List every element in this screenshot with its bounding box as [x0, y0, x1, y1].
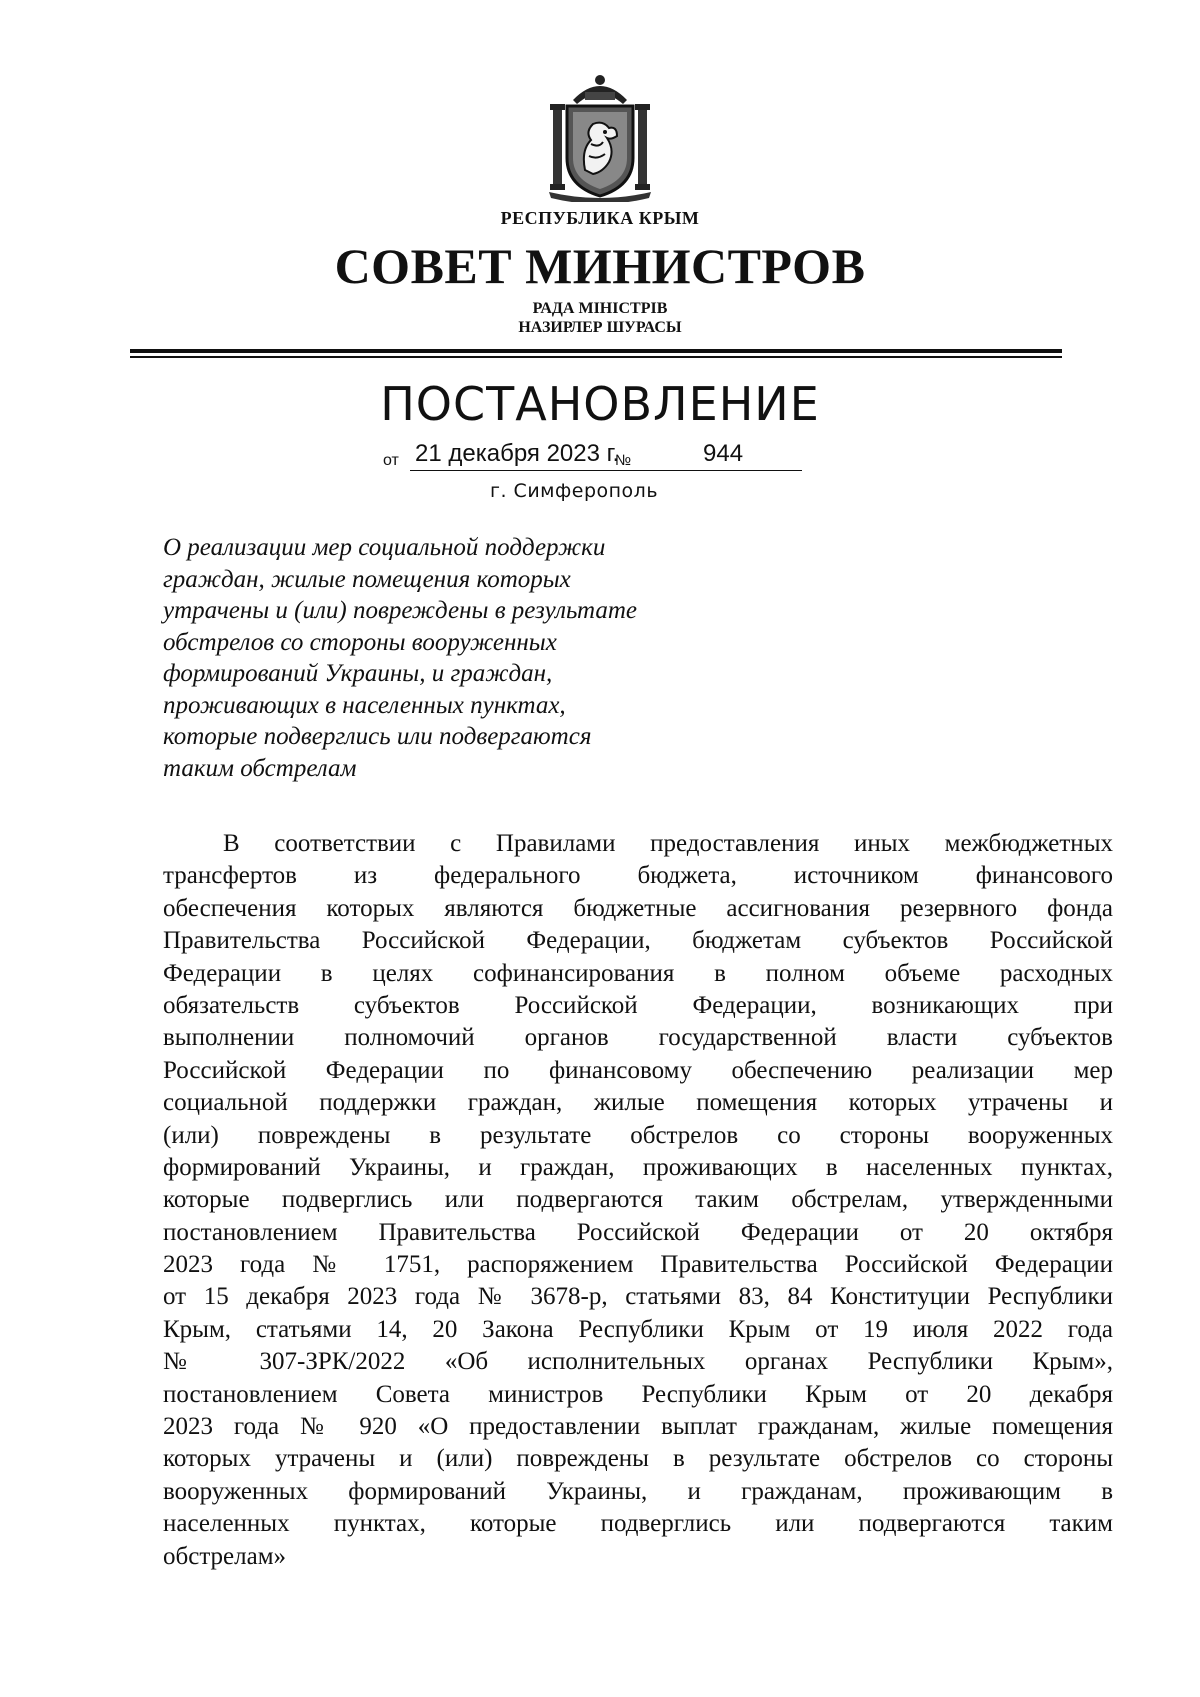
subject-line: О реализации мер социальной поддержки — [163, 534, 606, 561]
subject-line: утрачены и (или) повреждены в результате — [163, 597, 638, 624]
subject-line: проживающих в населенных пунктах, — [163, 691, 566, 719]
body-line: постановлением Совета министров Республики Крым от 20 декабря — [163, 1380, 1113, 1408]
decree-date-number-line — [383, 440, 803, 474]
body-line: обязательств субъектов Российской Федерации, возникающих при — [163, 991, 1113, 1019]
body-line: 2023 года № 920 «О предоставлении выплат гражданам, жилые помещения — [163, 1413, 1113, 1441]
body-line: которые подверглись или подвергаются таким обстрелам, утвержденными — [163, 1186, 1113, 1214]
subject-line: обстрелов со стороны вооруженных — [163, 628, 557, 656]
body-line: 2023 года № 1751, распоряжением Правительства Российской Федерации — [163, 1251, 1113, 1279]
subject-line: таким обстрелам — [163, 754, 357, 782]
body-line: (или) повреждены в результате обстрелов со стороны вооруженных — [163, 1121, 1113, 1149]
body-line: трансфертов из федерального бюджета, источником финансового — [163, 862, 1113, 890]
subject-line: граждан, жилые помещения которых — [163, 565, 571, 593]
header-divider-thin — [130, 356, 1062, 358]
body-line: Российской Федерации по финансовому обеспечению реализации мер — [163, 1056, 1113, 1084]
document-type-title: ПОСТАНОВЛЕНИЕ — [380, 377, 820, 431]
council-name: СОВЕТ МИНИСТРОВ — [334, 238, 866, 294]
body-line: населенных пунктах, которые подверглись или подвергаются таким — [163, 1510, 1113, 1538]
body-line: вооруженных формирований Украины, и гражданам, проживающим в — [163, 1477, 1113, 1505]
body-line: обстрелам» — [163, 1542, 287, 1570]
body-line: постановлением Правительства Российской Федерации от 20 октября — [163, 1218, 1113, 1246]
body-line: обеспечения которых являются бюджетные ассигнования резервного фонда — [163, 894, 1113, 922]
council-name-crimean-tatar: НАЗИРЛЕР ШУРАСЫ — [518, 319, 682, 336]
body-line: Правительства Российской Федерации, бюджетам субъектов Российской — [163, 927, 1113, 955]
council-name-ukrainian: РАДА МІНІСТРІВ — [532, 300, 668, 317]
decree-date: 21 декабря 2023 г. — [415, 440, 620, 467]
body-line: социальной поддержки граждан, жилые помещения которых утрачены и — [163, 1089, 1113, 1117]
body-line: № 307-ЗРК/2022 «Об исполнительных органах Республики Крым», — [163, 1348, 1113, 1376]
header-divider-thick — [130, 349, 1062, 353]
body-line: Федерации в целях софинансирования в полном объеме расходных — [163, 959, 1113, 987]
date-underline — [410, 470, 802, 471]
subject-line: формирований Украины, и граждан, — [163, 660, 553, 687]
body-line: формирований Украины, и граждан, проживающих в населенных пунктах, — [163, 1153, 1113, 1181]
body-line: Крым, статьями 14, 20 Закона Республики Крым от 19 июля 2022 года — [163, 1315, 1113, 1343]
body-line: от 15 декабря 2023 года № 3678-р, статьями 83, 84 Конституции Республики — [163, 1283, 1113, 1311]
body-line: которых утрачены и (или) повреждены в результате обстрелов со стороны — [163, 1445, 1113, 1473]
decree-preamble — [163, 828, 1113, 1573]
number-sign-label: № — [615, 452, 632, 469]
body-line: выполнении полномочий органов государственной власти субъектов — [163, 1024, 1113, 1052]
decree-subject — [163, 532, 783, 784]
date-prefix-label: от — [383, 452, 399, 469]
subject-line: которые подверглись или подвергаются — [163, 723, 592, 750]
body-line: В соответствии с Правилами предоставления иных межбюджетных — [223, 830, 1113, 857]
republic-name: РЕСПУБЛИКА КРЫМ — [500, 208, 700, 228]
issue-city: г. Симферополь — [490, 480, 659, 502]
coat-of-arms-crimea-icon — [545, 70, 655, 202]
decree-number: 944 — [703, 440, 744, 467]
